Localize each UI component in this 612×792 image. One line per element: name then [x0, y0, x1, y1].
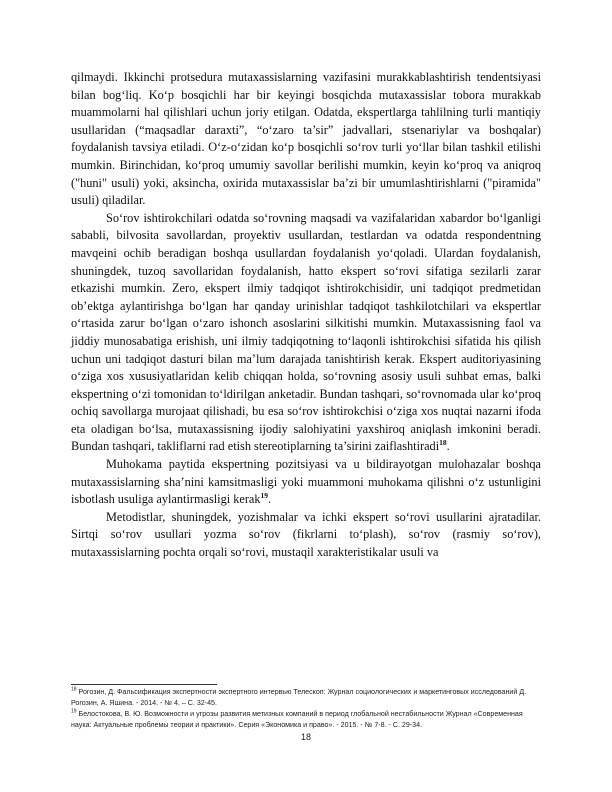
footnote-ref-18[interactable]: 18 — [439, 438, 447, 448]
paragraph-4 — [71, 509, 541, 562]
paragraph-tail: . — [446, 439, 450, 454]
main-text — [71, 69, 541, 562]
paragraph-text: qilmaydi. Ikkinchi protsedura mutaxassislarning vazifasini murakkablashtirish tendentsiyasi bilan bog‘liq. Ko‘p bosqichli har bir keyingi bosqichda mutaxassislar tobora murakkab muammolarni hal qilishlari uchun joriy etilgan. Odatda, ekspertlarga tahlilning turli mantiqiy usullaridan (“maqsadlar daraxti”, “o‘zaro ta’sir” jadvallari, stsenariylar va boshqalar) foydalanish tavsiya etiladi. O‘z-o‘zidan ko‘p bosqichli so‘rov turli yo‘llar bilan tashkil etilishi mumkin. Birinchidan, ko‘proq umumiy savollar berilishi mumkin, keyin ko‘proq va aniqroq ("huni" usuli) yoki, aksincha, oxirida mutaxassislar ba’zi bir umumlashtirishlarni ("piramida" usuli) qiladilar. — [71, 70, 541, 208]
footnote-19 — [71, 709, 541, 731]
page-number: 18 — [300, 732, 311, 742]
footnote-text: Рогозин, Д. Фальсификация экспертности экспертного интервью Телескоп: Журнал социологических и маркетинговых исследований Д. Рогозин, А. Яшина. - 2014. - № 4. – С. 32-45. — [71, 688, 527, 707]
footnotes — [71, 687, 541, 731]
footnote-number: 18 — [71, 686, 77, 693]
paragraph-text: Muhokama paytida ekspertning pozitsiyasi va u bildirayotgan mulohazalar boshqa mutaxassislarning sha’nini kamsitmasligi yoki muammoni muhokama qilishni o‘z ustunligini isbotlash usuliga aylantirmasligi kerak — [71, 457, 541, 507]
footnote-18 — [71, 687, 541, 709]
paragraph-3 — [71, 456, 541, 509]
paragraph-text: So‘rov ishtirokchilari odatda so‘rovning maqsadi va vazifalaridan xabardor bo‘lganligi sababli, bilvosita savollardan, proyektiv usullardan, testlardan va odatda respondentning mavqeini ochib beradigan boshqa usullardan foydalanish yo‘qoladi. Ulardan foydalanish, shuningdek, tuzoq savollaridan foydalanish, hatto ekspert so‘rovi sifatiga sezilarli zarar etkazishi mumkin. Zero, ekspert ilmiy tadqiqot ishtirokchisidir, uni tadqiqot predmetidan ob’ektga aylantirishga bo‘lgan har qanday urinishlar tadqiqot tashkilotchilari va ekspertlar o‘rtasida zarur bo‘lgan o‘zaro ishonch asoslarini silkitishi mumkin. Mutaxassisning faol va jiddiy munosabatiga erishish, uni ilmiy tadqiqotning to‘laqonli ishtirokchisi sifatida his qilish uchun uni tadqiqot dasturi bilan ma’lum darajada tanishtirish kerak. Ekspert auditoriyasining o‘ziga xos xususiyatlaridan kelib chiqqan holda, so‘rovning asosiy usuli suhbat emas, balki ekspertning o‘zi tomonidan to‘ldirilgan anketadir. Bundan tashqari, so‘rovnomada ular ko‘proq ochiq savollarga murojaat qilishadi, bu esa so‘rov ishtirokchisi o‘ziga xos nuqtai nazarni ifoda eta oladigan bo‘lsa, mutaxassisning ijodiy salohiyatini yaxshiroq aniqlash imkonini beradi. Bundan tashqari, takliflarni rad etish stereotiplarning ta’sirini zaiflashtiradi — [71, 210, 541, 454]
footnote-separator — [71, 684, 217, 685]
paragraph-text: Metodistlar, shuningdek, yozishmalar va ichki ekspert so‘rovi usullarini ajratadilar. Sirtqi so‘rov usullari yozma so‘rov (fikrlarni to‘plash), so‘rov (rasmiy so‘rov), mutaxassislarning pochta orqali so‘rovi, mustaqil xarakteristikalar usuli va — [71, 509, 541, 560]
footnote-ref-19[interactable]: 19 — [260, 491, 269, 501]
paragraph-2 — [71, 210, 541, 456]
paragraph-1 — [71, 69, 541, 210]
footnote-number: 19 — [71, 708, 77, 715]
paragraph-tail: . — [268, 492, 272, 507]
footnote-text: Белостокова, В. Ю. Возможности и угрозы развития метизных компаний в период глобальной нестабильности Журнал «Современная наука: Актуальные проблемы теории и практики». Серия «Экономика и право». - 2015. - № 7-8. - С. 29-34. — [71, 709, 523, 729]
